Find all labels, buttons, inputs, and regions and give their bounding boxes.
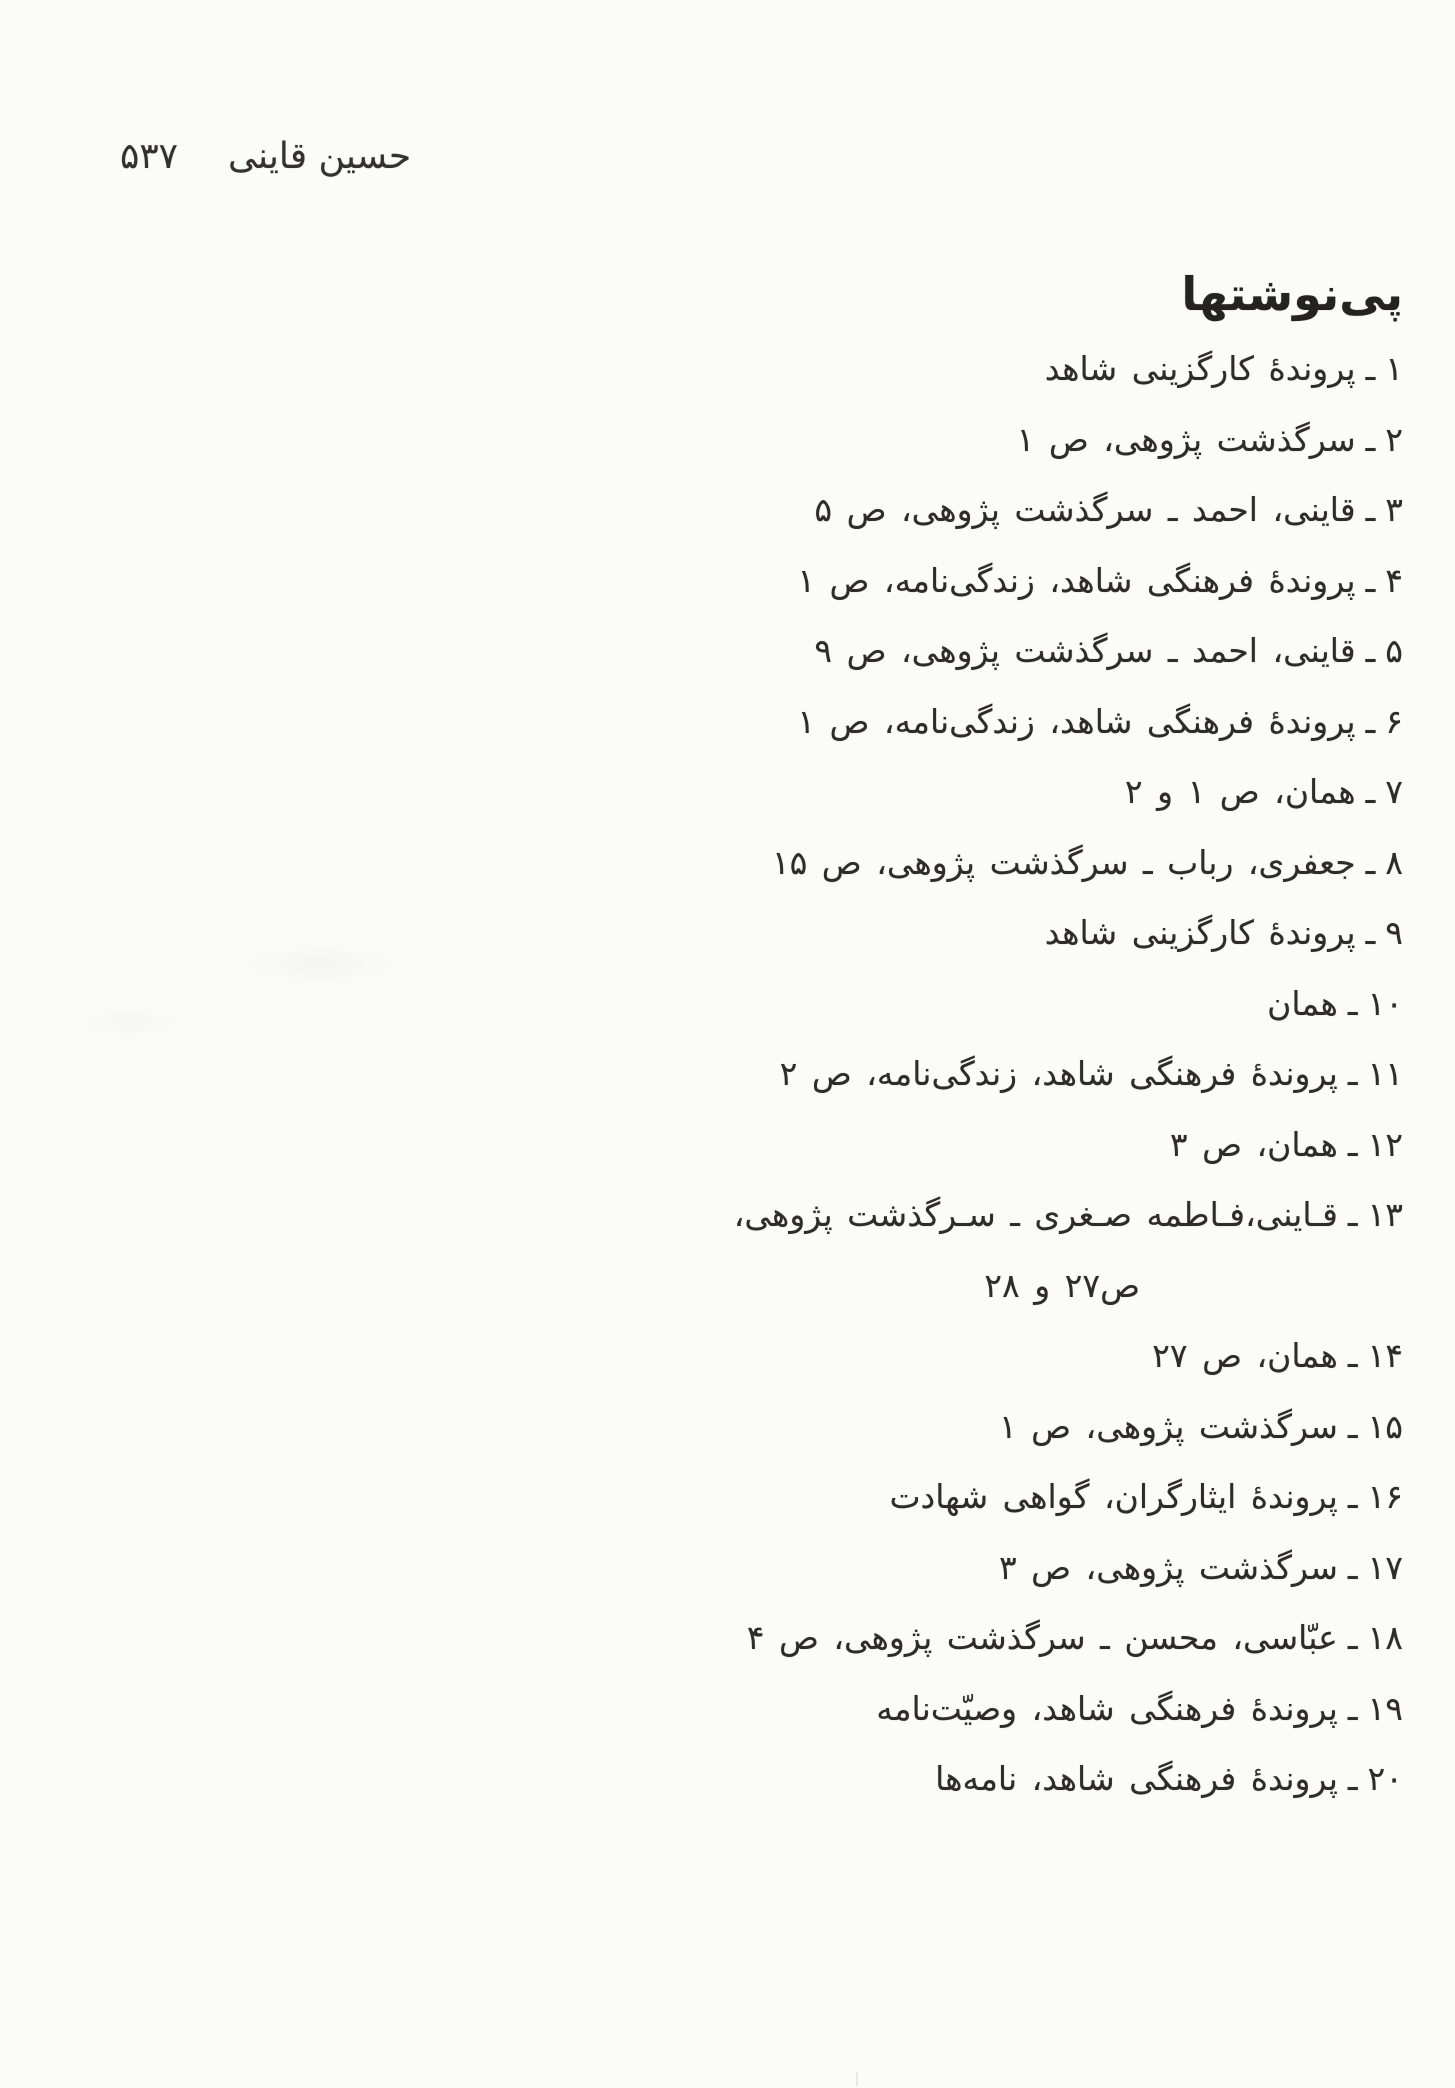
- endnote-separator: ـ: [1365, 701, 1376, 741]
- endnote-separator: ـ: [1365, 631, 1376, 670]
- endnote-text: سرگذشت پژوهی، ص ۱: [998, 1406, 1338, 1446]
- endnote-item: [734, 898, 1403, 969]
- scan-artifact: [856, 2072, 858, 2086]
- endnote-text: قاینی، احمد ـ سرگذشت پژوهی، ص ۹: [814, 631, 1356, 670]
- endnote-item: [734, 546, 1403, 617]
- endnote-separator: ـ: [1347, 1477, 1358, 1516]
- endnote-item: [734, 1321, 1403, 1392]
- endnote-text: پروندۀ فرهنگی شاهد، زندگی‌نامه، ص ۲: [779, 1054, 1338, 1093]
- endnote-text: پروندۀ کارگزینی شاهد: [1044, 913, 1356, 952]
- endnote-item: [734, 1462, 1403, 1533]
- endnote-item: [734, 1744, 1403, 1815]
- endnote-number: ۱۲: [1367, 1124, 1403, 1164]
- endnote-separator: ـ: [1365, 490, 1376, 529]
- endnote-continuation: ص۲۷ و ۲۸: [984, 1265, 1140, 1305]
- endnote-separator: ـ: [1347, 1195, 1358, 1234]
- endnote-number: ۲: [1385, 419, 1403, 459]
- endnote-separator: ـ: [1347, 1547, 1358, 1587]
- endnote-item: [734, 405, 1403, 476]
- endnote-number: ۸: [1385, 842, 1403, 882]
- endnote-separator: ـ: [1347, 983, 1358, 1023]
- endnote-text: عبّاسی، محسن ـ سرگذشت پژوهی، ص ۴: [746, 1618, 1338, 1657]
- endnote-line: [734, 1321, 1403, 1392]
- endnote-line: [734, 687, 1403, 758]
- endnote-line: [734, 757, 1403, 828]
- endnote-text: همان، ص ۱ و ۲: [1124, 772, 1356, 811]
- endnote-text: پروندۀ فرهنگی شاهد، زندگی‌نامه، ص ۱: [797, 701, 1356, 741]
- endnote-line: [734, 969, 1403, 1040]
- author-name: حسین قاینی: [228, 136, 412, 177]
- running-head: [120, 128, 411, 186]
- endnote-separator: ـ: [1347, 1124, 1358, 1164]
- endnote-line: [734, 616, 1403, 687]
- endnote-number: ۱۹: [1367, 1688, 1403, 1728]
- endnote-number: ۵: [1385, 631, 1403, 670]
- endnote-number: ۱۶: [1367, 1477, 1403, 1516]
- endnote-separator: ـ: [1347, 1054, 1358, 1093]
- endnotes-list: [734, 334, 1403, 1815]
- endnote-line: [734, 898, 1403, 969]
- endnote-number: ۱۳: [1367, 1195, 1403, 1234]
- endnote-text: همان: [1267, 983, 1338, 1023]
- endnote-number: ۲۰: [1367, 1759, 1403, 1798]
- endnote-text: پروندۀ کارگزینی شاهد: [1044, 349, 1356, 388]
- endnote-number: ۱۷: [1367, 1547, 1403, 1587]
- endnote-number: ۱: [1385, 349, 1403, 388]
- endnote-text: قاینی، احمد ـ سرگذشت پژوهی، ص ۵: [814, 490, 1356, 529]
- endnote-number: ۹: [1385, 913, 1403, 952]
- endnote-line: [734, 1180, 1403, 1251]
- endnote-item: [734, 1674, 1403, 1745]
- endnote-item: [734, 1603, 1403, 1674]
- endnote-line: [734, 405, 1403, 476]
- endnote-item: [734, 1180, 1403, 1321]
- endnote-number: ۱۸: [1367, 1618, 1403, 1657]
- page-number: ۵۳۷: [120, 136, 179, 177]
- endnote-item: [734, 1039, 1403, 1110]
- endnote-text: پروندۀ ایثارگران، گواهی شهادت: [889, 1477, 1338, 1516]
- endnote-text: جعفری، رباب ـ سرگذشت پژوهی، ص ۱۵: [771, 842, 1356, 882]
- endnote-item: [734, 475, 1403, 546]
- endnote-item: [734, 1392, 1403, 1463]
- endnote-number: ۴: [1385, 560, 1403, 600]
- endnote-separator: ـ: [1365, 772, 1376, 811]
- endnote-text: سرگذشت پژوهی، ص ۳: [998, 1547, 1338, 1587]
- endnote-line: [734, 1674, 1403, 1745]
- endnote-item: [734, 616, 1403, 687]
- endnote-text: پروندۀ فرهنگی شاهد، نامه‌ها: [935, 1759, 1338, 1798]
- endnote-line: [734, 1603, 1403, 1674]
- endnote-separator: ـ: [1347, 1336, 1358, 1375]
- endnote-separator: ـ: [1365, 419, 1376, 459]
- endnote-item: [734, 1110, 1403, 1181]
- endnote-text: همان، ص ۲۷: [1152, 1336, 1338, 1375]
- endnote-item: [734, 757, 1403, 828]
- endnote-separator: ـ: [1347, 1759, 1358, 1798]
- endnote-separator: ـ: [1365, 560, 1376, 600]
- endnote-separator: ـ: [1365, 913, 1376, 952]
- endnote-number: ۳: [1385, 490, 1403, 529]
- endnote-separator: ـ: [1365, 842, 1376, 882]
- endnote-item: [734, 334, 1403, 405]
- endnote-text: پروندۀ فرهنگی شاهد، وصیّت‌نامه: [876, 1688, 1338, 1728]
- endnote-text: سرگذشت پژوهی، ص ۱: [1016, 419, 1356, 459]
- endnotes-title: پی‌نوشتها: [1181, 267, 1403, 321]
- endnote-separator: ـ: [1347, 1406, 1358, 1446]
- endnote-separator: ـ: [1347, 1618, 1358, 1657]
- endnote-line: [734, 1533, 1403, 1604]
- endnote-separator: ـ: [1365, 349, 1376, 388]
- endnote-line: [734, 1744, 1403, 1815]
- endnote-line: [734, 1110, 1403, 1181]
- endnote-number: ۱۵: [1367, 1406, 1403, 1446]
- endnote-number: ۷: [1385, 772, 1403, 811]
- endnote-line: [734, 1392, 1403, 1463]
- endnote-line: [734, 1462, 1403, 1533]
- endnote-text: پروندۀ فرهنگی شاهد، زندگی‌نامه، ص ۱: [797, 560, 1356, 600]
- endnote-number: ۱۴: [1367, 1336, 1403, 1375]
- endnote-text: قـاینی،فـاطمه صـغری ـ سـرگذشت پژوهی،: [733, 1195, 1338, 1234]
- endnote-line: [734, 546, 1403, 617]
- endnote-item: [734, 687, 1403, 758]
- endnote-item: [734, 969, 1403, 1040]
- endnote-separator: ـ: [1347, 1688, 1358, 1728]
- endnote-number: ۱۱: [1367, 1054, 1403, 1093]
- endnote-item: [734, 1533, 1403, 1604]
- endnote-line: [734, 1039, 1403, 1110]
- endnote-line: [734, 334, 1403, 405]
- endnote-number: ۱۰: [1367, 983, 1403, 1023]
- endnote-line: [734, 828, 1403, 899]
- endnote-item: [734, 828, 1403, 899]
- endnote-text: همان، ص ۳: [1169, 1124, 1338, 1164]
- endnote-line: [734, 475, 1403, 546]
- endnote-number: ۶: [1385, 701, 1403, 741]
